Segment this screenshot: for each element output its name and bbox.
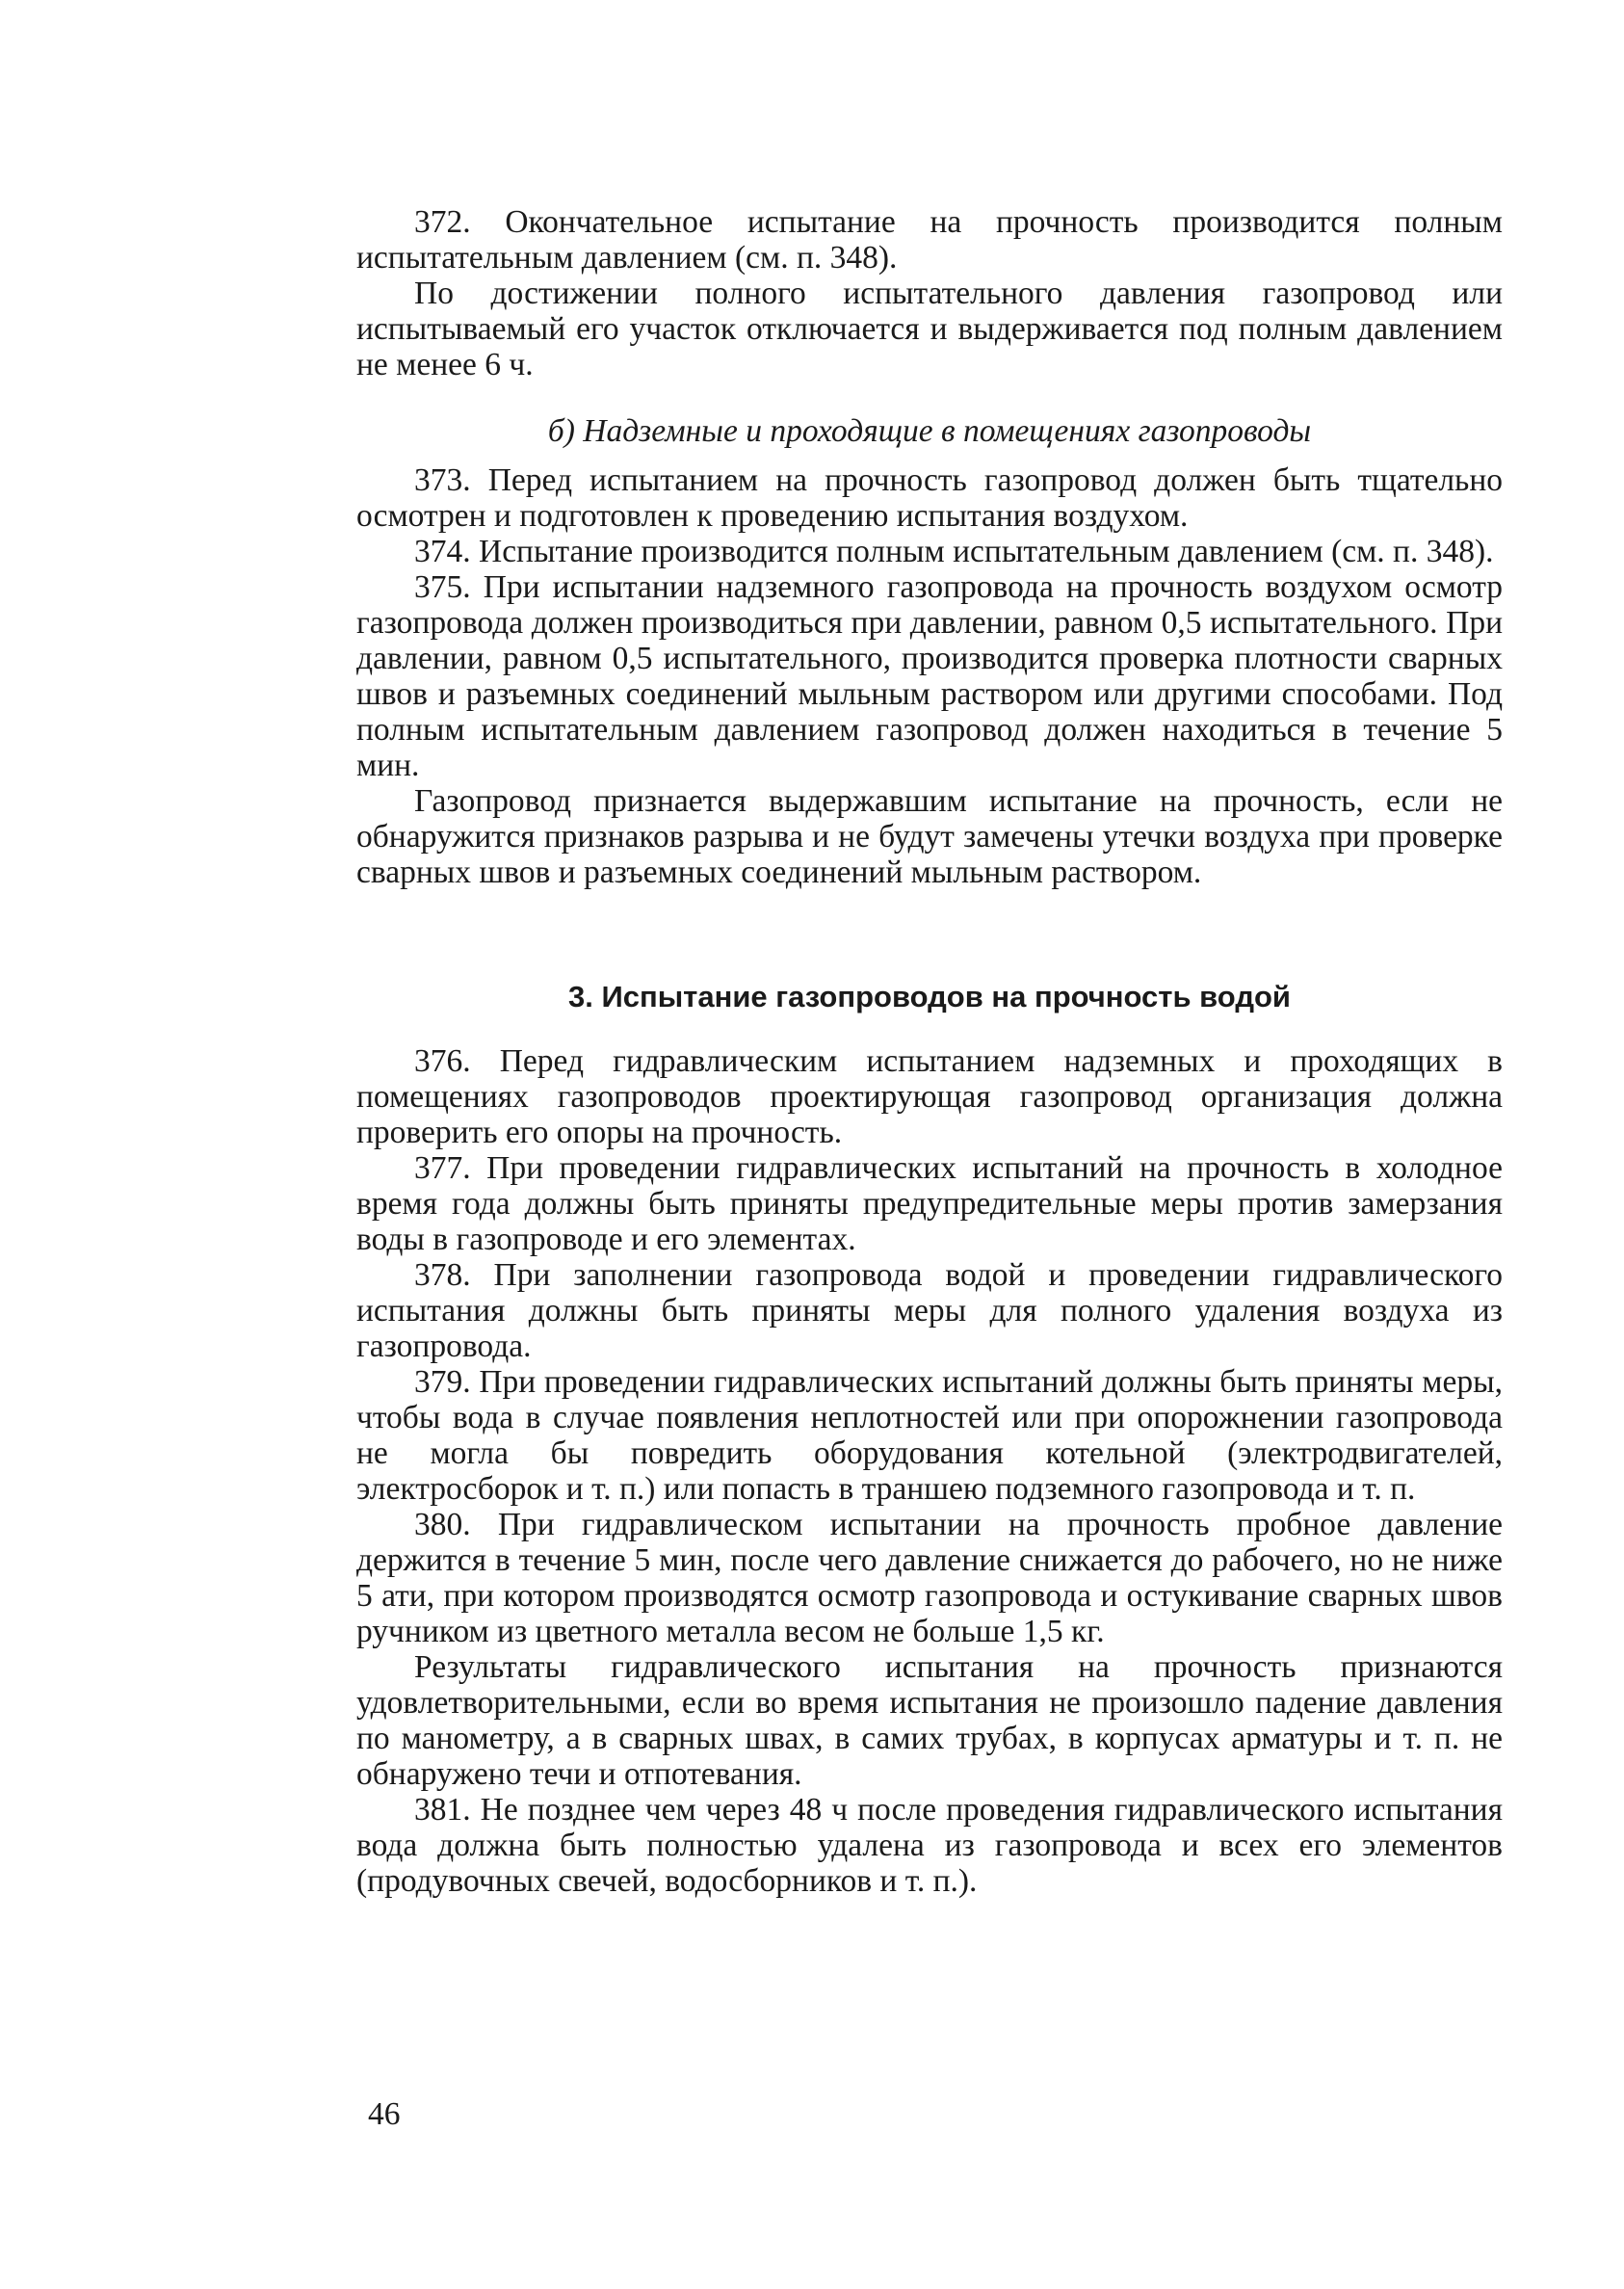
section-3-heading: 3. Испытание газопроводов на прочность водой bbox=[568, 980, 1291, 1013]
paragraph-380-continued: Результаты гидравлического испытания на прочность признаются удовлетворительными, если во время испытания не произошло падение давления по манометру, а в сварных швах, в самих трубах, в корпусах арматуры и т. п. не обнаружено течи и отпотевания. bbox=[356, 1649, 1503, 1792]
paragraph-381: 381. Не позднее чем через 48 ч после проведения гидравлического испытания вода должна быть полностью удалена из газопровода и всех его элементов (продувочных свечей, водосборников и т. п.). bbox=[356, 1792, 1503, 1899]
paragraph-375-continued: Газопровод признается выдержавшим испытание на прочность, если не обнаружится признаков разрыва и не будут замечены утечки воздуха при проверке сварных швов и разъемных соединений мыльным раствором. bbox=[356, 783, 1503, 890]
paragraph-379: 379. При проведении гидравлических испытаний должны быть приняты меры, чтобы вода в случае появления неплотностей или при опорожнении газопровода не могла бы повредить оборудования котельной (электродвигателей, электросборок и т. п.) или попасть в траншею подземного газопровода и т. п. bbox=[356, 1364, 1503, 1507]
paragraph-372-continued: По достижении полного испытательного давления газопровод или испытываемый его участок отключается и выдерживается под полным давлением не менее 6 ч. bbox=[356, 276, 1503, 382]
paragraph-375: 375. При испытании надземного газопровода на прочность воздухом осмотр газопровода должен производиться при давлении, равном 0,5 испытательного. При давлении, равном 0,5 испытательного, производится проверка плотности сварных швов и разъемных соединений мыльным раствором или другими способами. Под полным испытательным давлением газопровод должен находиться в течение 5 мин. bbox=[356, 569, 1503, 783]
page-body bbox=[356, 204, 1503, 1899]
paragraph-374: 374. Испытание производится полным испытательным давлением (см. п. 348). bbox=[414, 534, 1494, 569]
paragraph-372: 372. Окончательное испытание на прочность производится полным испытательным давлением (см. п. 348). bbox=[356, 204, 1503, 276]
paragraph-373: 373. Перед испытанием на прочность газопровод должен быть тщательно осмотрен и подготовлен к проведению испытания воздухом. bbox=[356, 462, 1503, 534]
paragraph-377: 377. При проведении гидравлических испытаний на прочность в холодное время года должны быть приняты предупредительные меры против замерзания воды в газопроводе и его элементах. bbox=[356, 1150, 1503, 1257]
section-spacer bbox=[356, 890, 1503, 979]
section-spacer-after-heading bbox=[356, 1014, 1503, 1043]
paragraph-376: 376. Перед гидравлическим испытанием надземных и проходящих в помещениях газопроводов проектирующая газопровод организация должна проверить его опоры на прочность. bbox=[356, 1043, 1503, 1150]
paragraph-380: 380. При гидравлическом испытании на прочность пробное давление держится в течение 5 мин, после чего давление снижается до рабочего, но не ниже 5 ати, при котором производятся осмотр газопровода и остукивание сварных швов ручником из цветного металла весом не больше 1,5 кг. bbox=[356, 1507, 1503, 1649]
page-number: 46 bbox=[368, 2096, 401, 2132]
paragraph-378: 378. При заполнении газопровода водой и проведении гидравлического испытания должны быть приняты меры для полного удаления воздуха из газопровода. bbox=[356, 1257, 1503, 1364]
subheading-b: б) Надземные и проходящие в помещениях газопроводы bbox=[547, 413, 1312, 449]
